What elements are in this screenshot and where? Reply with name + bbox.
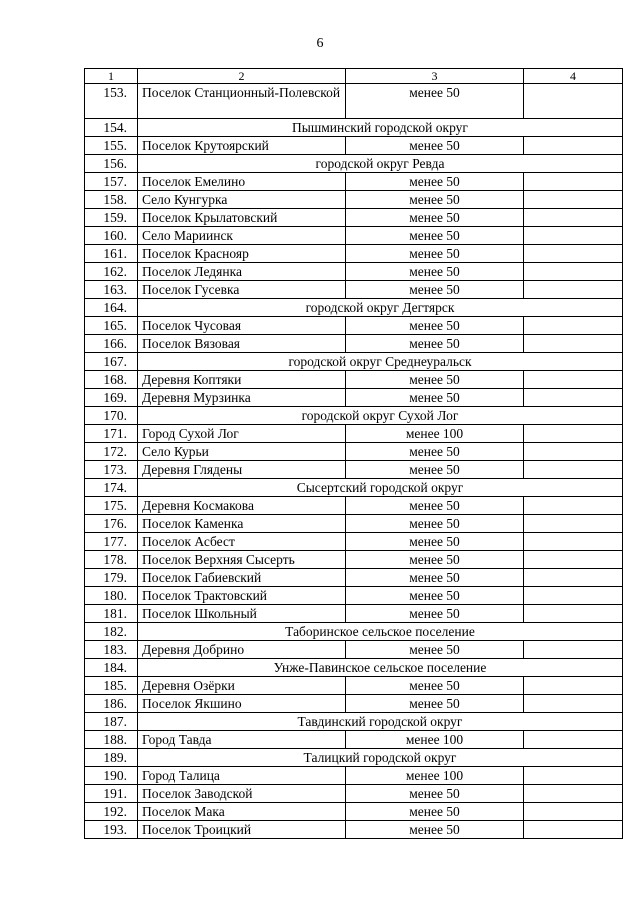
settlement-name: Поселок Мака: [138, 803, 346, 821]
population-value: менее 50: [346, 173, 524, 191]
row-number: 191.: [85, 785, 138, 803]
row-number: 186.: [85, 695, 138, 713]
population-value: менее 50: [346, 263, 524, 281]
column-4-cell: [524, 695, 623, 713]
settlement-row: [85, 785, 623, 803]
column-4-cell: [524, 497, 623, 515]
settlement-row: [85, 803, 623, 821]
row-number: 182.: [85, 623, 138, 641]
row-number: 158.: [85, 191, 138, 209]
settlement-name: Поселок Ледянка: [138, 263, 346, 281]
settlement-row: [85, 425, 623, 443]
population-value: менее 50: [346, 137, 524, 155]
settlement-name: Поселок Якшино: [138, 695, 346, 713]
district-name: Унже-Павинское сельское поселение: [138, 659, 623, 677]
column-4-cell: [524, 605, 623, 623]
population-value: менее 50: [346, 209, 524, 227]
settlement-name: Село Кунгурка: [138, 191, 346, 209]
district-row: [85, 749, 623, 767]
district-row: [85, 623, 623, 641]
row-number: 161.: [85, 245, 138, 263]
population-value: менее 50: [346, 335, 524, 353]
row-number: 160.: [85, 227, 138, 245]
settlement-name: Поселок Каменка: [138, 515, 346, 533]
settlement-row: [85, 335, 623, 353]
settlement-row: [85, 641, 623, 659]
row-number: 155.: [85, 137, 138, 155]
row-number: 162.: [85, 263, 138, 281]
population-value: менее 50: [346, 227, 524, 245]
row-number: 188.: [85, 731, 138, 749]
settlement-name: Деревня Добрино: [138, 641, 346, 659]
district-name: Тавдинский городской округ: [138, 713, 623, 731]
column-4-cell: [524, 173, 623, 191]
row-number: 190.: [85, 767, 138, 785]
settlement-row: [85, 389, 623, 407]
settlement-row: [85, 209, 623, 227]
row-number: 170.: [85, 407, 138, 425]
row-number: 192.: [85, 803, 138, 821]
population-value: менее 50: [346, 371, 524, 389]
district-name: Таборинское сельское поселение: [138, 623, 623, 641]
settlement-name: Город Сухой Лог: [138, 425, 346, 443]
settlement-name: Поселок Верхняя Сысерть: [138, 551, 346, 569]
column-4-cell: [524, 371, 623, 389]
row-number: 163.: [85, 281, 138, 299]
settlement-name: Поселок Чусовая: [138, 317, 346, 335]
settlement-name: Деревня Мурзинка: [138, 389, 346, 407]
district-name: городской округ Среднеуральск: [138, 353, 623, 371]
row-number: 175.: [85, 497, 138, 515]
settlement-row: [85, 569, 623, 587]
settlement-row: [85, 137, 623, 155]
settlement-row: [85, 191, 623, 209]
column-4-cell: [524, 84, 623, 119]
settlement-name: Поселок Вязовая: [138, 335, 346, 353]
settlement-row: [85, 605, 623, 623]
column-4-cell: [524, 641, 623, 659]
column-4-cell: [524, 821, 623, 839]
column-4-cell: [524, 191, 623, 209]
settlement-row: [85, 461, 623, 479]
row-number: 180.: [85, 587, 138, 605]
column-4-cell: [524, 461, 623, 479]
row-number: 181.: [85, 605, 138, 623]
population-value: менее 50: [346, 587, 524, 605]
column-4-cell: [524, 137, 623, 155]
row-number: 166.: [85, 335, 138, 353]
row-number: 183.: [85, 641, 138, 659]
settlement-name: Деревня Озёрки: [138, 677, 346, 695]
population-value: менее 50: [346, 569, 524, 587]
row-number: 171.: [85, 425, 138, 443]
population-value: менее 50: [346, 803, 524, 821]
population-value: менее 50: [346, 461, 524, 479]
population-value: менее 50: [346, 245, 524, 263]
settlement-row: [85, 515, 623, 533]
district-name: Пышминский городской округ: [138, 119, 623, 137]
settlement-row: [85, 677, 623, 695]
population-value: менее 50: [346, 317, 524, 335]
column-4-cell: [524, 317, 623, 335]
settlement-row: [85, 731, 623, 749]
district-row: [85, 659, 623, 677]
district-row: [85, 299, 623, 317]
row-number: 167.: [85, 353, 138, 371]
column-4-cell: [524, 587, 623, 605]
settlement-name: Деревня Глядены: [138, 461, 346, 479]
population-value: менее 100: [346, 767, 524, 785]
population-value: менее 50: [346, 785, 524, 803]
row-number: 159.: [85, 209, 138, 227]
column-4-cell: [524, 785, 623, 803]
settlement-name: Деревня Коптяки: [138, 371, 346, 389]
row-number: 176.: [85, 515, 138, 533]
settlement-row: [85, 371, 623, 389]
column-4-cell: [524, 515, 623, 533]
settlement-row: [85, 821, 623, 839]
column-4-cell: [524, 803, 623, 821]
column-4-cell: [524, 335, 623, 353]
population-value: менее 100: [346, 731, 524, 749]
settlement-name: Поселок Габиевский: [138, 569, 346, 587]
settlement-row: [85, 497, 623, 515]
settlement-row: [85, 551, 623, 569]
row-number: 178.: [85, 551, 138, 569]
settlement-name: Поселок Емелино: [138, 173, 346, 191]
settlement-name: Поселок Крылатовский: [138, 209, 346, 227]
column-4-cell: [524, 569, 623, 587]
column-4-cell: [524, 281, 623, 299]
population-value: менее 50: [346, 533, 524, 551]
column-4-cell: [524, 425, 623, 443]
column-4-cell: [524, 443, 623, 461]
column-header-1: 1: [85, 69, 138, 84]
population-value: менее 50: [346, 677, 524, 695]
column-4-cell: [524, 731, 623, 749]
row-number: 187.: [85, 713, 138, 731]
district-row: [85, 407, 623, 425]
settlement-name: Поселок Краснояр: [138, 245, 346, 263]
settlement-name: Поселок Асбест: [138, 533, 346, 551]
row-number: 185.: [85, 677, 138, 695]
district-row: [85, 353, 623, 371]
population-value: менее 50: [346, 191, 524, 209]
population-value: менее 50: [346, 84, 524, 119]
row-number: 193.: [85, 821, 138, 839]
settlement-row: [85, 767, 623, 785]
column-header-4: 4: [524, 69, 623, 84]
column-header-2: 2: [138, 69, 346, 84]
settlement-name: Поселок Станционный-Полевской: [138, 84, 346, 119]
row-number: 179.: [85, 569, 138, 587]
column-4-cell: [524, 677, 623, 695]
settlement-row: [85, 587, 623, 605]
settlements-table: [84, 68, 623, 839]
row-number: 184.: [85, 659, 138, 677]
page-number: 6: [316, 36, 324, 51]
population-value: менее 100: [346, 425, 524, 443]
settlement-name: Поселок Трактовский: [138, 587, 346, 605]
row-number: 153.: [85, 84, 138, 119]
population-value: менее 50: [346, 551, 524, 569]
row-number: 154.: [85, 119, 138, 137]
district-row: [85, 713, 623, 731]
row-number: 164.: [85, 299, 138, 317]
settlement-name: Поселок Заводской: [138, 785, 346, 803]
column-4-cell: [524, 533, 623, 551]
settlement-name: Поселок Гусевка: [138, 281, 346, 299]
population-value: менее 50: [346, 389, 524, 407]
row-number: 189.: [85, 749, 138, 767]
settlement-row: [85, 281, 623, 299]
column-4-cell: [524, 245, 623, 263]
district-name: городской округ Сухой Лог: [138, 407, 623, 425]
district-name: городской округ Ревда: [138, 155, 623, 173]
district-row: [85, 119, 623, 137]
row-number: 168.: [85, 371, 138, 389]
column-4-cell: [524, 227, 623, 245]
row-number: 156.: [85, 155, 138, 173]
settlement-name: Поселок Троицкий: [138, 821, 346, 839]
row-number: 172.: [85, 443, 138, 461]
settlement-row: [85, 227, 623, 245]
column-4-cell: [524, 551, 623, 569]
settlement-name: Поселок Крутоярский: [138, 137, 346, 155]
column-4-cell: [524, 263, 623, 281]
settlement-name: Город Талица: [138, 767, 346, 785]
district-row: [85, 155, 623, 173]
settlement-row: [85, 84, 623, 119]
row-number: 174.: [85, 479, 138, 497]
population-value: менее 50: [346, 695, 524, 713]
row-number: 169.: [85, 389, 138, 407]
settlement-row: [85, 695, 623, 713]
table-header-row: [85, 69, 623, 84]
settlement-name: Город Тавда: [138, 731, 346, 749]
settlement-row: [85, 443, 623, 461]
settlement-row: [85, 245, 623, 263]
population-value: менее 50: [346, 281, 524, 299]
district-name: Сысертский городской округ: [138, 479, 623, 497]
population-value: менее 50: [346, 497, 524, 515]
district-name: Талицкий городской округ: [138, 749, 623, 767]
settlement-row: [85, 317, 623, 335]
row-number: 173.: [85, 461, 138, 479]
population-value: менее 50: [346, 821, 524, 839]
settlement-row: [85, 533, 623, 551]
column-header-3: 3: [346, 69, 524, 84]
settlement-row: [85, 173, 623, 191]
population-value: менее 50: [346, 515, 524, 533]
population-value: менее 50: [346, 605, 524, 623]
district-name: городской округ Дегтярск: [138, 299, 623, 317]
population-value: менее 50: [346, 443, 524, 461]
row-number: 177.: [85, 533, 138, 551]
population-value: менее 50: [346, 641, 524, 659]
district-row: [85, 479, 623, 497]
settlement-name: Поселок Школьный: [138, 605, 346, 623]
row-number: 165.: [85, 317, 138, 335]
column-4-cell: [524, 767, 623, 785]
settlement-name: Село Мариинск: [138, 227, 346, 245]
settlement-name: Деревня Космакова: [138, 497, 346, 515]
column-4-cell: [524, 389, 623, 407]
column-4-cell: [524, 209, 623, 227]
table-body: [85, 69, 623, 839]
settlement-row: [85, 263, 623, 281]
row-number: 157.: [85, 173, 138, 191]
settlement-name: Село Курьи: [138, 443, 346, 461]
